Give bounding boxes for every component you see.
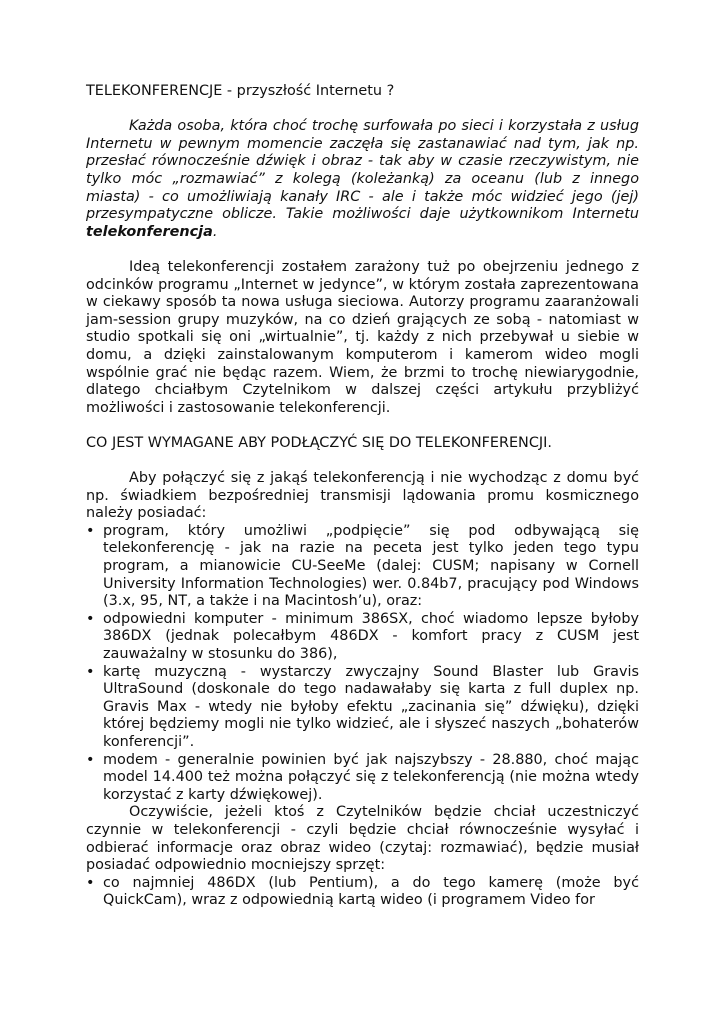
list-item bbox=[86, 664, 639, 752]
active-requirements-list bbox=[86, 875, 639, 910]
list-item-text: program, który umożliwi „podpięcie” się pod odbywającą się telekonferencję - jak na razie na peceta jest tylko jeden tego typu program, a mianowicie CU-SeeMe (dalej: CUSM; napisany w Cornell University Information Technologies) wer. 0.84b7, pracujący pod Windows (3.x, 95, NT, a także i na Macintosh’u), oraz: bbox=[103, 522, 639, 610]
intro-bold-term: telekonferencja bbox=[86, 223, 213, 240]
list-item bbox=[86, 752, 639, 805]
paragraph-3: Aby połączyć się z jakąś telekonferencją i nie wychodząc z domu być np. świadkiem bezpośredniej transmisji lądowania promu kosmicznego należy posiadać: bbox=[86, 470, 639, 522]
list-item-text: odpowiedni komputer - minimum 386SX, choć wiadomo lepsze byłoby 386DX (jednak polecałbym 486DX - komfort pracy z CUSM jest zauważalny w stosunku do 386), bbox=[103, 610, 639, 662]
intro-text: Każda osoba, która choć trochę surfowała po sieci i korzystała z usług Internetu w pewnym momencie zaczęła się zastanawiać nad tym, jak np. przesłać równocześnie dźwięk i obraz - tak aby w czasie rzeczywistym, nie tylko móc „rozmawiać” z kolegą (koleżanką) za oceanu (lub z innego miasta) - co umożliwiają kanały IRC - ale i także móc widzieć jego (jej) przesympatyczne oblicze. Takie możliwości daje użytkownikom Internetu bbox=[86, 118, 639, 223]
list-item bbox=[86, 875, 639, 910]
spacer bbox=[86, 241, 639, 259]
intro-paragraph bbox=[86, 118, 639, 241]
requirements-list bbox=[86, 523, 639, 805]
bullet-icon: • bbox=[86, 663, 95, 680]
list-item bbox=[86, 611, 639, 664]
spacer bbox=[86, 452, 639, 470]
list-item-text: co najmniej 486DX (lub Pentium), a do tego kamerę (może być QuickCam), wraz z odpowiednią kartą wideo (i programem Video for bbox=[103, 874, 639, 909]
paragraph-4: Oczywiście, jeżeli ktoś z Czytelników będzie chciał uczestniczyć czynnie w telekonferencji - czyli będzie chciał równocześnie wysyłać i odbierać informacje oraz obraz wideo (czytaj: rozmawiać), będzie musiał posiadać odpowiednio mocniejszy sprzęt: bbox=[86, 804, 639, 874]
paragraph-2: Ideą telekonferencji zostałem zarażony tuż po obejrzeniu jednego z odcinków programu „Internet w jedynce”, w którym została zaprezentowana w ciekawy sposób ta nowa usługa sieciowa. Autorzy programu zaaranżowali jam-session grupy muzyków, na co dzień grających ze sobą - natomiast w studio spotkali się oni „wirtualnie”, tj. każdy z nich przebywał u siebie w domu, a dzięki zainstalowanym komputerom i kamerom wideo mogli wspólnie grać nie będąc razem. Wiem, że brzmi to trochę niewiarygodnie, dlatego chciałbym Czytelnikom w dalszej części artykułu przybliżyć możliwości i zastosowanie telekonferencji. bbox=[86, 258, 639, 416]
intro-end: . bbox=[212, 223, 218, 240]
document-title: TELEKONFERENCJE - przyszłość Internetu ? bbox=[86, 83, 395, 99]
bullet-icon: • bbox=[86, 751, 95, 768]
bullet-icon: • bbox=[86, 874, 95, 891]
section-heading: CO JEST WYMAGANE ABY PODŁĄCZYĆ SIĘ DO TELEKONFERENCJI. bbox=[86, 434, 552, 451]
list-item bbox=[86, 523, 639, 611]
list-item-text: kartę muzyczną - wystarczy zwyczajny Sound Blaster lub Gravis UltraSound (doskonale do tego nadawałaby się karta z full duplex np. Gravis Max - wtedy nie byłoby efektu „zacinania się” dźwięku), dzięki której będziemy mogli nie tylko widzieć, ale i słyszeć naszych „bohaterów konferencji”. bbox=[103, 663, 639, 750]
list-item-text: modem - generalnie powinien być jak najszybszy - 28.880, choć mając model 14.400 też można połączyć się z telekonferencją (nie można wtedy korzystać z karty dźwiękowej). bbox=[103, 751, 639, 803]
bullet-icon: • bbox=[86, 522, 95, 539]
spacer bbox=[86, 417, 639, 435]
bullet-icon: • bbox=[86, 610, 95, 627]
